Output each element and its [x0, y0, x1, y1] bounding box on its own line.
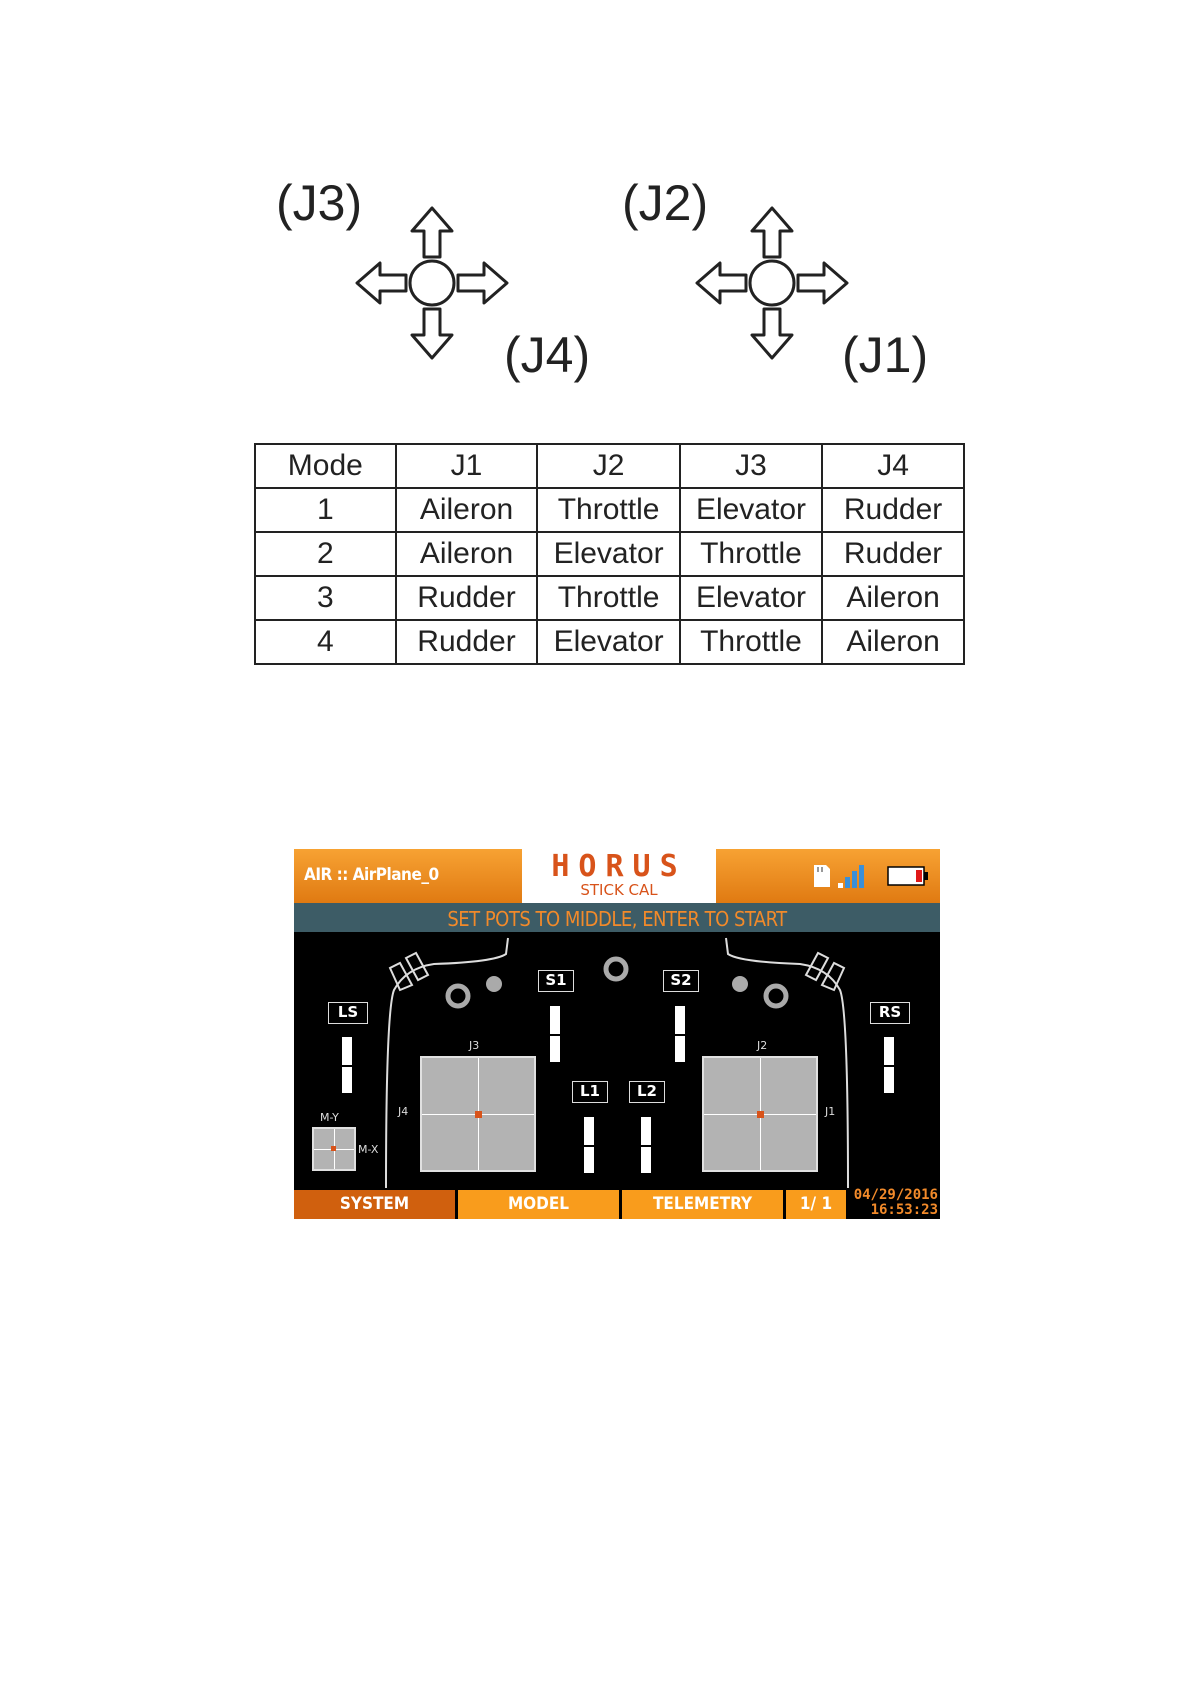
table-cell: 3: [255, 576, 396, 620]
label-j4: (J4): [504, 327, 591, 383]
s1-label: S1: [538, 970, 574, 992]
table-row: [255, 576, 964, 620]
right-knob-icon: [766, 986, 786, 1006]
status-icons: [812, 861, 932, 891]
rs-label: RS: [870, 1002, 910, 1024]
mouse-box: [312, 1127, 356, 1171]
label-j2: (J2): [622, 175, 709, 231]
rs-slider-bar: [884, 1037, 894, 1093]
left-button-icon: [486, 976, 502, 992]
stick-mode-table: [254, 443, 965, 665]
tab-system[interactable]: SYSTEM: [294, 1190, 455, 1219]
radio-stick-cal-screen: [294, 849, 940, 1219]
table-cell: Elevator: [537, 532, 679, 576]
tab-telemetry[interactable]: TELEMETRY: [622, 1190, 783, 1219]
logo-text: HORUS: [551, 849, 687, 884]
ls-label: LS: [328, 1002, 368, 1024]
center-knob-icon: [606, 959, 626, 979]
right-stick-position: [757, 1111, 764, 1118]
left-antenna-icon: [390, 953, 428, 990]
j2-label: J2: [757, 1039, 768, 1052]
table-cell: Throttle: [537, 488, 679, 532]
table-cell: Aileron: [822, 576, 964, 620]
table-cell: Aileron: [822, 620, 964, 664]
header-cell: J4: [822, 444, 964, 488]
horus-logo: [522, 849, 716, 903]
left-stick-box: [420, 1056, 536, 1172]
header-cell: J3: [680, 444, 822, 488]
date: 04/29/2016: [853, 1187, 938, 1203]
s2-label: S2: [663, 970, 699, 992]
l2-label: L2: [629, 1081, 665, 1103]
tab-model[interactable]: MODEL: [458, 1190, 619, 1219]
label-j3: (J3): [276, 175, 363, 231]
logo-subtitle: STICK CAL: [580, 881, 658, 899]
table-cell: Elevator: [537, 620, 679, 664]
battery-icon: [888, 867, 928, 885]
table-row: [255, 620, 964, 664]
s2-pot-bar: [675, 1006, 685, 1062]
table-cell: Rudder: [396, 620, 538, 664]
left-stick-position: [475, 1111, 482, 1118]
header-cell: J2: [537, 444, 679, 488]
banner-text: SET POTS TO MIDDLE, ENTER TO START: [447, 907, 787, 931]
table-row: [255, 488, 964, 532]
table-header-row: [255, 444, 964, 488]
table-cell: Rudder: [396, 576, 538, 620]
right-stick-box: [702, 1056, 818, 1172]
l1-label: L1: [572, 1081, 608, 1103]
table-cell: Throttle: [537, 576, 679, 620]
table-cell: Throttle: [680, 620, 822, 664]
table-cell: Aileron: [396, 488, 538, 532]
sd-card-icon: [814, 865, 830, 887]
ls-slider-bar: [342, 1037, 352, 1093]
s1-pot-bar: [550, 1006, 560, 1062]
table-cell: Rudder: [822, 532, 964, 576]
header-cell: J1: [396, 444, 538, 488]
l2-slider-bar: [641, 1117, 651, 1173]
stick-direction-diagram: [0, 0, 1192, 400]
j3-label: J3: [469, 1039, 480, 1052]
l1-slider-bar: [584, 1117, 594, 1173]
mx-label: M-X: [358, 1143, 379, 1156]
left-stick-cross-icon: [357, 208, 507, 358]
table-cell: 1: [255, 488, 396, 532]
table-cell: Rudder: [822, 488, 964, 532]
right-button-icon: [732, 976, 748, 992]
datetime: [854, 1188, 938, 1218]
right-antenna-icon: [806, 953, 844, 990]
label-j1: (J1): [842, 327, 929, 383]
table-row: [255, 532, 964, 576]
table-cell: Elevator: [680, 576, 822, 620]
right-stick-cross-icon: [697, 208, 847, 358]
table-cell: Aileron: [396, 532, 538, 576]
table-cell: Elevator: [680, 488, 822, 532]
j1-label: J1: [825, 1105, 836, 1118]
table-cell: 2: [255, 532, 396, 576]
screen-header: [294, 849, 940, 903]
my-label: M-Y: [320, 1111, 339, 1124]
footer-tabs: [294, 1188, 940, 1219]
j4-label: J4: [398, 1105, 409, 1118]
table-cell: Throttle: [680, 532, 822, 576]
left-knob-icon: [448, 986, 468, 1006]
header-cell: Mode: [255, 444, 396, 488]
page-indicator: 1/ 1: [786, 1190, 846, 1219]
mouse-position: [331, 1146, 336, 1151]
table-cell: 4: [255, 620, 396, 664]
radio-outline: [294, 932, 940, 1188]
model-name: AIR :: AirPlane_0: [304, 865, 439, 885]
instruction-banner: [294, 903, 940, 932]
signal-icon: [838, 865, 864, 888]
time: 16:53:23: [870, 1202, 938, 1218]
